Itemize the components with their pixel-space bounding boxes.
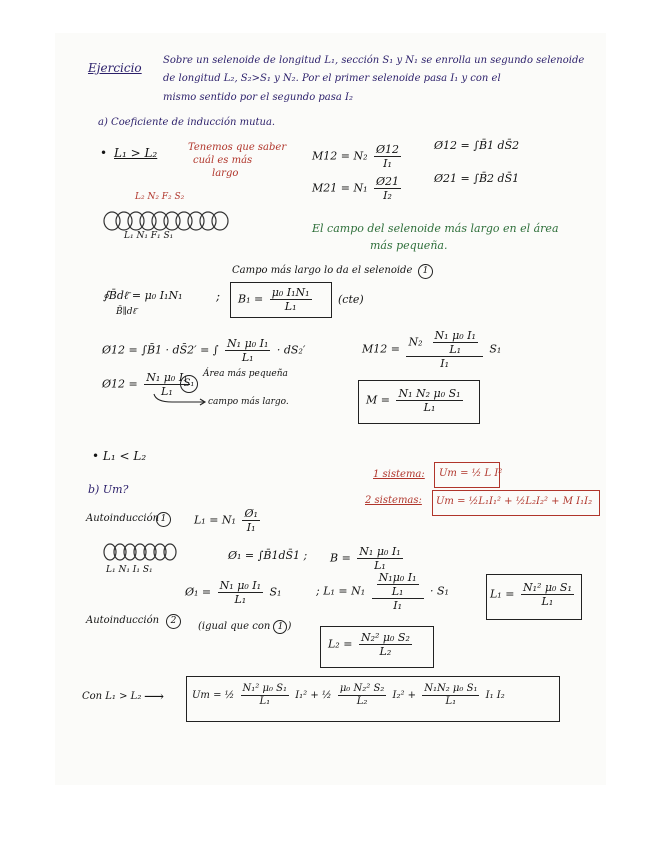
note-line-1: Tenemos que saber — [188, 142, 287, 153]
note-line-3: largo — [212, 168, 239, 179]
sist1-label: 1 sistema: — [373, 469, 425, 480]
ctte-label: (cte) — [338, 293, 364, 306]
part-b-title: b) Um? — [88, 483, 129, 496]
auto1-label: Autoinducción — [86, 513, 160, 524]
L1-def: L₁ = N₁ $\frac{\text{Ø₁}}{\text{I₁}}$ — [194, 507, 258, 534]
L2-result: L₂ = $\frac{\text{N₂² μ₀ S₂}}{\text{L₂}}$ — [328, 631, 410, 658]
phi12-small-area: Ø12 = $\frac{\text{N₁ μ₀ I₁}}{\text{L₁}}$ — [102, 371, 188, 398]
final-condition: Con L₁ > L₂ — [82, 691, 142, 702]
circle-1-a: 1 — [418, 264, 433, 279]
part-a-title: a) Coeficiente de inducción mutua. — [98, 117, 276, 128]
L1-result: L₁ = $\frac{\text{N₁² μ₀ S₁}}{\text{L₁}}$ — [490, 581, 572, 608]
statement-line-3: mismo sentido por el segundo pasa I₂ — [163, 92, 354, 103]
green-note-2: más pequeña. — [370, 239, 448, 252]
B1-formula: B₁ = $\frac{\text{μ₀ I₁N₁}}{\text{L₁}}$ — [238, 286, 310, 313]
phi1-def: Ø₁ = ∫B̄1dS̄1 ; — [228, 549, 308, 562]
S1-circled: S₁ — [180, 375, 198, 393]
sist2-label: 2 sistemas: — [365, 495, 422, 506]
circle-1-b: 1 — [156, 512, 171, 527]
sist1-eq: Um = ½ L I² — [439, 468, 503, 479]
coil-drawing-2 — [100, 540, 186, 564]
phi12-expansion: Ø12 = ∫B̄1 · dS̄2′ = ∫ $\frac{\text{N₁ μ₀ I₁}}{\text{L₁}}$ · dS₂′ — [102, 337, 306, 364]
M-final: M = $\frac{\text{N₁ N₂ μ₀ S₁}}{\text{L₁}}$ — [366, 387, 461, 414]
campo-note: campo más largo. — [208, 397, 289, 407]
coil-top-label: L₂ N₂ F₂ S₂ — [135, 192, 185, 202]
B-def: B = $\frac{\text{N₁ μ₀ I₁}}{\text{L₁}}$ — [330, 545, 401, 572]
phi12-def: Ø12 = ∫B̄1 dS̄2 — [434, 139, 520, 152]
auto2-label: Autoinducción — [86, 615, 160, 626]
exercise-label: Ejercicio — [88, 61, 142, 75]
case2-condition: • L₁ < L₂ — [92, 449, 147, 463]
green-note-1: El campo del selenoide más largo en el área — [312, 222, 559, 235]
statement-line-2: de longitud L₂, S₂>S₁ y N₂. Por el primer selenoide pasa I₁ y con el — [163, 73, 501, 84]
phi1-expansion: Ø₁ = $\frac{\text{N₁ μ₀ I₁}}{\text{L₁}}$ S₁ — [185, 579, 282, 606]
sist2-eq: Um = ½L₁I₁² + ½L₂I₂² + M I₁I₂ — [436, 496, 593, 507]
M12-def: M12 = N₂ $\frac{Ø12}{\text{I₁}}$ — [312, 143, 400, 170]
final-arrow: ⟶ — [144, 689, 165, 705]
coil-bottom-label: L₁ N₁ F₁ S₁ — [124, 231, 174, 241]
case1-condition: L₁ > L₂ — [114, 146, 158, 160]
circle-2: 2 — [166, 614, 181, 629]
M21-def: M21 = N₁ $\frac{Ø21}{\text{I₂}}$ — [312, 175, 400, 202]
note-line-2: cuál es más — [193, 155, 253, 166]
case1-bullet: • — [100, 146, 108, 160]
M12-result: M12 = N₂ $\frac{\text{N₁ μ₀ I₁}}{\text{L₁}}$ I₁ S₁ — [362, 329, 502, 370]
phi21-def: Ø21 = ∫B̄2 dS̄1 — [434, 172, 520, 185]
igual-note: (igual que con 1 ) — [198, 621, 292, 632]
area-note: Área más pequeña — [203, 369, 288, 379]
arrow-to-campo — [152, 392, 208, 406]
ampere-law: ∮B̄dℓ̄ = μ₀ I₁N₁ — [103, 289, 183, 302]
Um-final: Um = ½ $\frac{\text{N₁² μ₀ S₁}}{\text{L₁}}$ I₁² + ½ $\frac{\text{μ₀ N₂² S₂}}{\text{L₂}}$ I₂² + $\frac{\text{N₁N₂ μ₀ S₁}}{\text{L₁}}$ I₁ I₂ — [192, 683, 505, 707]
coil-label-2: L₁ N₁ I₁ S₁ — [106, 565, 153, 575]
statement-line-1: Sobre un selenoide de longitud L₁, sección S₁ y N₁ se enrolla un segundo selenoide — [163, 55, 585, 66]
ampere-condition: B̄∥dℓ̄ — [116, 307, 137, 317]
L1-expansion: ; L₁ = N₁ $\frac{\frac{\text{N₁μ₀ I₁}}{\text{L₁}}}{\text{I₁}}$ · S₁ — [316, 571, 449, 612]
campo-line: Campo más largo lo da el selenoide — [232, 265, 413, 276]
semicolon: ; — [216, 289, 221, 303]
